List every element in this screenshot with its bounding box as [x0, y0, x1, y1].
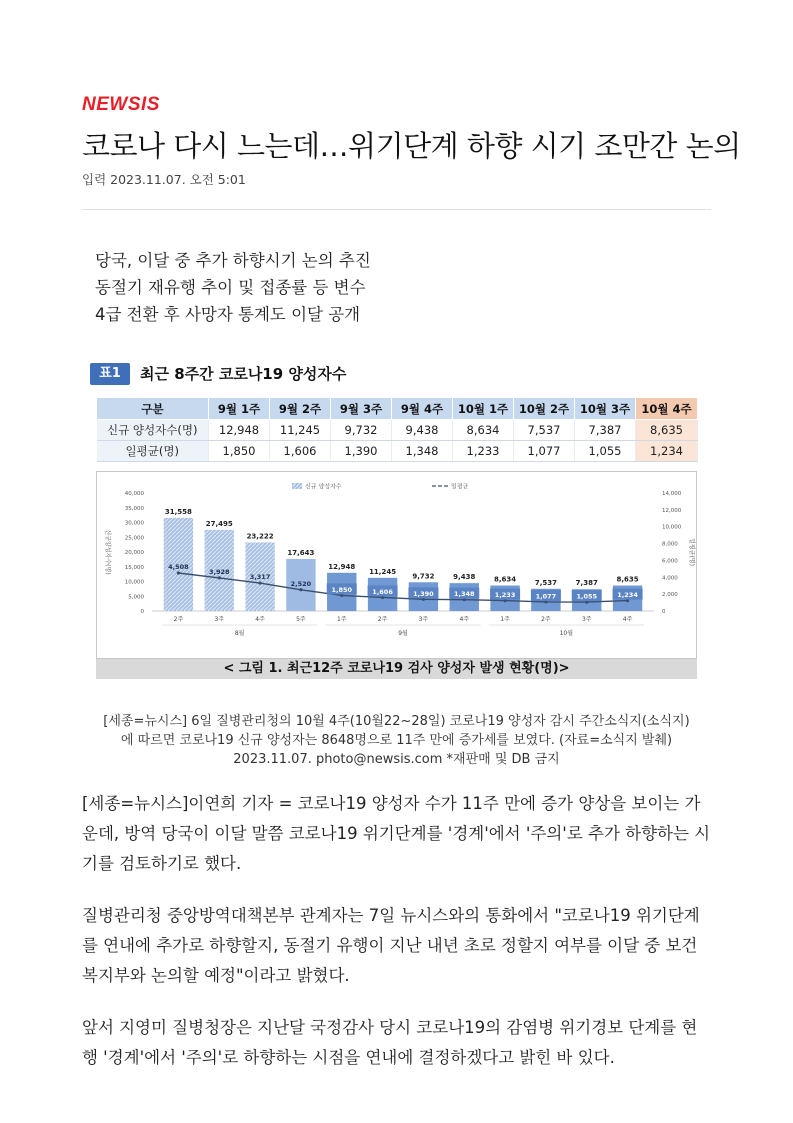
body-paragraph: [세종=뉴시스]이연희 기자 = 코로나19 양성자 수가 11주 만에 증가 양상을 보이는 가운데, 방역 당국이 이달 말쯤 코로나19 위기단계를 '경계'에서 '주의'로 추가 하향하는 시기를 검토하기로 했다.: [82, 794, 711, 873]
bar-value-label: 11,245: [369, 567, 397, 576]
table-cell: 1,606: [270, 441, 331, 462]
table-cell: 1,233: [453, 441, 514, 462]
table-row-header: 일평균(명): [97, 441, 209, 462]
table-cell: 7,537: [514, 420, 575, 441]
summary-line: 당국, 이달 중 추가 하향시기 논의 추진: [95, 251, 371, 270]
month-group-label: 8월: [234, 630, 245, 637]
y-tick-label-right: 14,000: [662, 491, 682, 497]
table-cell: 1,390: [331, 441, 392, 462]
table-cell: 1,850: [209, 441, 270, 462]
summary-line: 4급 전환 후 사망자 통계도 이달 공개: [95, 305, 361, 324]
y-tick-label-right: 0: [662, 609, 666, 615]
weekly-cases-chart: [96, 471, 697, 679]
bar-value-label: 9,732: [412, 572, 435, 581]
y-tick-label-left: 15,000: [124, 564, 144, 571]
x-tick-label: 2주: [173, 616, 184, 623]
y-tick-label-left: 30,000: [124, 520, 144, 527]
average-point: [258, 581, 261, 584]
table-cell: 11,245: [270, 420, 331, 441]
y-tick-label-right: 10,000: [662, 524, 682, 531]
average-value-label: 1,234: [617, 591, 638, 600]
table-cell: 9,438: [392, 420, 453, 441]
y-tick-label-right: 8,000: [662, 541, 678, 548]
bar-value-label: 31,558: [164, 507, 192, 516]
table-header-cell: 구분: [97, 398, 209, 420]
y-tick-label-right: 6,000: [662, 558, 678, 565]
table-row-header: 신규 양성자수(명): [97, 420, 209, 441]
bar-value-label: 12,948: [328, 562, 356, 571]
average-value-label: 1,850: [331, 585, 353, 594]
table-cell: 8,635: [636, 420, 698, 441]
bar-value-label: 7,537: [534, 578, 557, 587]
table-cell: 8,634: [453, 420, 514, 441]
table-header-cell: 9월 1주: [209, 398, 270, 420]
average-value-label: 3,317: [249, 573, 271, 582]
figure-tag: 표1: [90, 363, 130, 385]
y-tick-label-left: 20,000: [124, 550, 144, 556]
x-tick-label: 3주: [581, 616, 592, 623]
header-divider: [82, 209, 711, 210]
table-cell: 1,077: [514, 441, 575, 462]
average-point: [177, 571, 180, 574]
y-axis-title-right: 일평균(명): [688, 538, 695, 566]
table-header-cell: 9월 2주: [270, 398, 331, 420]
x-tick-label: 4주: [255, 616, 265, 623]
y-axis-title-left: 신규양성자수(명): [104, 529, 111, 575]
article-summary: [95, 247, 371, 328]
legend-swatch-bars: [292, 483, 302, 489]
y-tick-label-right: 4,000: [662, 575, 678, 582]
y-tick-label-left: 25,000: [124, 535, 144, 542]
y-tick-label-left: 35,000: [124, 505, 144, 512]
month-group-label: 9월: [398, 630, 408, 637]
table-row: [97, 420, 698, 441]
figure-title: 최근 8주간 코로나19 양성자수: [140, 365, 347, 383]
chart-svg: [96, 471, 697, 659]
table-cell: 12,948: [209, 420, 270, 441]
newsis-logo[interactable]: NEWSIS: [82, 94, 160, 115]
average-value-label: 1,606: [372, 587, 393, 596]
average-value-label: 1,348: [453, 590, 475, 599]
table-cell: 1,055: [575, 441, 636, 462]
photo-caption: [세종=뉴시스] 6일 질병관리청의 10월 4주(10월22~28일) 코로나19 양성자 감시 주간소식지(소식지)에 따르면 코로나19 신규 양성자는 8648명으로 11주 만에 증가세를 보였다. (자료=소식지 발췌) 2023.11.07. photo@newsis.com *재판매 및 DB 금지: [103, 714, 690, 767]
average-value-label: 4,508: [168, 563, 189, 572]
body-paragraph: 앞서 지영미 질병청장은 지난달 국정감사 당시 코로나19의 감염병 위기경보 단계를 현행 '경계'에서 '주의'로 하향하는 시점을 연내에 결정하겠다고 밝힌 바 있다.: [82, 1018, 698, 1067]
x-tick-label: 1주: [500, 616, 510, 623]
y-tick-label-right: 12,000: [662, 507, 682, 514]
table-cell: 7,387: [575, 420, 636, 441]
table-cell: 9,732: [331, 420, 392, 441]
table-cell: 1,348: [392, 441, 453, 462]
table-row: [97, 441, 698, 462]
figure-caption: < 그림 1. 최근12주 코로나19 검사 양성자 발생 현황(명)>: [96, 659, 697, 679]
body-paragraph: 질병관리청 중앙방역대책본부 관계자는 7일 뉴시스와의 통화에서 "코로나19 위기단계를 연내에 추가로 하향할지, 동절기 유행이 지난 내년 초로 정할지 여부를 이달 중 보건복지부와 논의할 예정"이라고 밝혔다.: [82, 906, 700, 985]
legend-label-bars: 신규 양성자수: [305, 483, 342, 491]
x-tick-label: 4주: [622, 616, 633, 623]
average-value-label: 3,928: [208, 567, 230, 576]
x-tick-label: 2주: [541, 616, 551, 623]
y-tick-label-left: 0: [140, 609, 144, 615]
article-title: 코로나 다시 느는데…위기단계 하향 시기 조만간 논의: [82, 129, 741, 163]
article-dateline: 입력 2023.11.07. 오전 5:01: [82, 172, 246, 187]
y-tick-label-right: 2,000: [662, 592, 678, 599]
month-group-label: 10월: [559, 630, 574, 637]
x-tick-label: 5주: [296, 616, 306, 623]
bar-value-label: 23,222: [246, 532, 274, 541]
x-tick-label: 4주: [459, 616, 470, 623]
x-tick-label: 1주: [336, 616, 347, 623]
average-value-label: 1,233: [494, 591, 516, 600]
table-header-cell: 9월 4주: [392, 398, 453, 420]
bar-value-label: 8,635: [616, 575, 639, 584]
x-tick-label: 3주: [418, 616, 429, 623]
average-value-label: 1,390: [413, 589, 434, 598]
average-point: [218, 576, 221, 579]
y-tick-label-left: 40,000: [124, 491, 144, 497]
table-cell: 1,234: [636, 441, 698, 462]
average-value-label: 2,520: [290, 579, 312, 588]
x-tick-label: 2주: [377, 616, 388, 623]
average-point: [299, 588, 302, 591]
x-tick-label: 3주: [214, 616, 225, 623]
legend-label-line: 일평균: [451, 483, 469, 491]
article-figure[interactable]: [88, 361, 705, 679]
summary-line: 동절기 재유행 추이 및 접종률 등 변수: [95, 278, 366, 297]
table-header-cell: 10월 3주: [575, 398, 636, 420]
table-header-cell: 10월 4주: [636, 398, 698, 420]
bar-value-label: 8,634: [494, 575, 517, 584]
table-header-cell: 10월 2주: [514, 398, 575, 420]
bar-value-label: 27,495: [205, 519, 233, 528]
average-value-label: 1,077: [535, 592, 557, 601]
table-header-cell: 10월 1주: [453, 398, 514, 420]
weekly-cases-table: [96, 397, 698, 462]
average-value-label: 1,055: [576, 592, 598, 601]
y-tick-label-left: 10,000: [124, 579, 144, 586]
bar-value-label: 17,643: [287, 548, 315, 557]
bar-value-label: 9,438: [453, 573, 476, 582]
bar-value-label: 7,387: [575, 579, 598, 588]
y-tick-label-left: 5,000: [128, 594, 144, 601]
table-header-row: [97, 398, 698, 420]
table-header-cell: 9월 3주: [331, 398, 392, 420]
